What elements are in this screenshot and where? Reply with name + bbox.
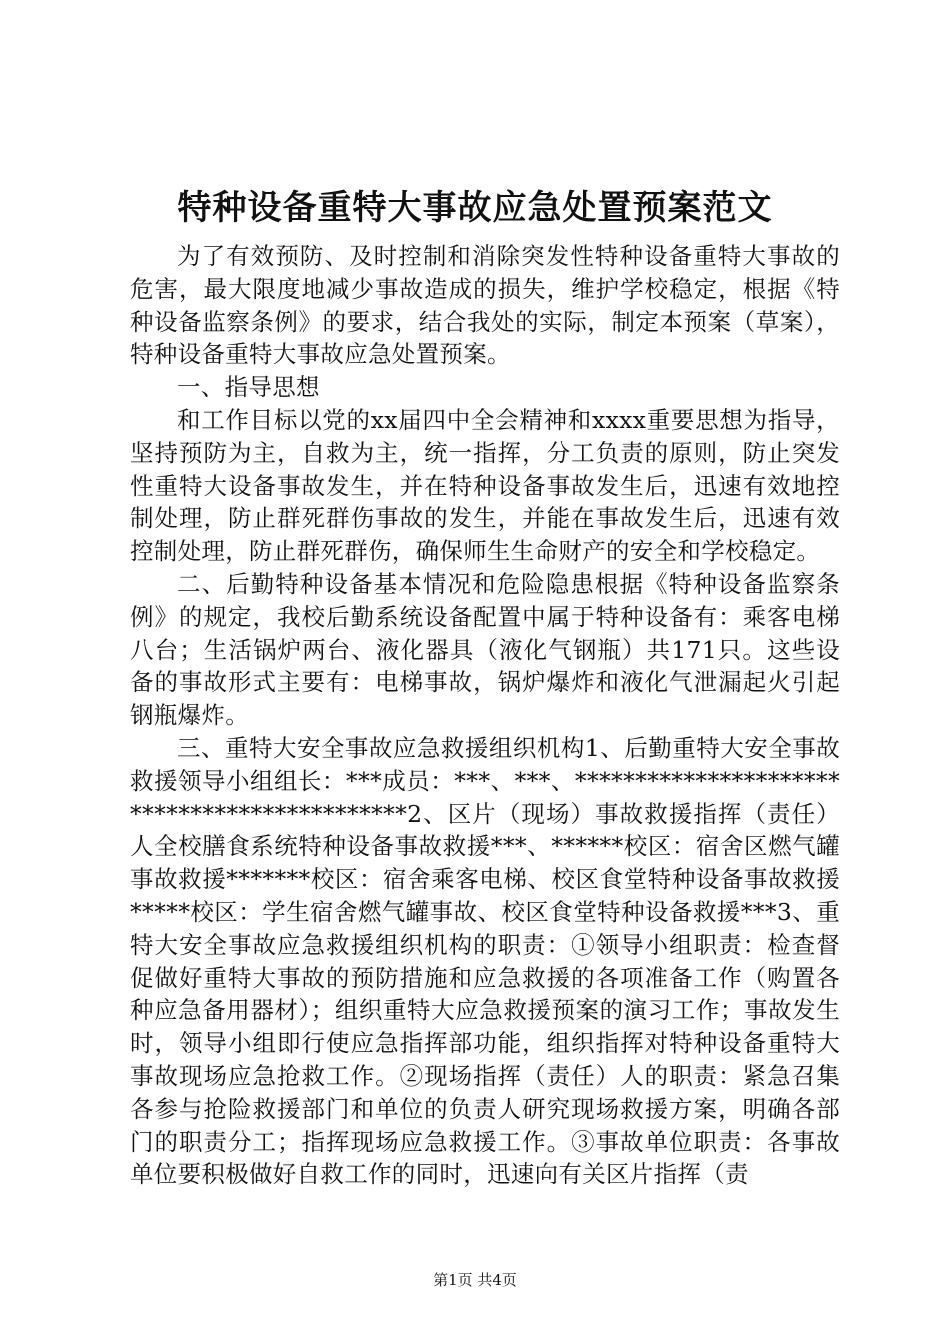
paragraph-guiding-ideology: 和工作目标以党的xx届四中全会精神和xxxx重要思想为指导，坚持预防为主，自救为主，统一指挥，分工负责的原则，防止突发性重特大设备事故发生，并在特种设备事故发生后，迅速有效地控制处理，防止群死群伤事故的发生，并能在事故发生后，迅速有效控制处理，防止群死群伤，确保师生生命财产的安全和学校稳定。 — [130, 405, 840, 566]
document-body — [130, 240, 840, 1191]
paragraph-intro: 为了有效预防、及时控制和消除突发性特种设备重特大事故的危害，最大限度地减少事故造成的损失，维护学校稳定，根据《特种设备监察条例》的要求，结合我处的实际，制定本预案（草案），特种设备重特大事故应急处置预案。 — [130, 242, 840, 369]
document-title: 特种设备重特大事故应急处置预案范文 — [177, 188, 773, 228]
section-heading-guiding-ideology: 一、指导思想 — [177, 373, 320, 402]
paragraph-equipment-status: 二、后勤特种设备基本情况和危险隐患根据《特种设备监察条例》的规定，我校后勤系统设备配置中属于特种设备有：乘客电梯八台；生活锅炉两台、液化器具（液化气钢瓶）共171只。这些设备的事故形式主要有：电梯事故，锅炉爆炸和液化气泄漏起火引起钢瓶爆炸。 — [130, 569, 840, 730]
page-number-footer: 第1页 共4页 — [433, 1271, 517, 1289]
paragraph-organization: 三、重特大安全事故应急救援组织机构1、后勤重特大安全事故救援领导小组组长：***成员：***、***、*********************************************2、区片（现场）事故救援指挥（责任）人全校膳食系统特种设备事故救援***、******校区：宿舍区燃气罐事故救援*******校区：宿舍乘客电梯、校区食堂特种设备事故救援*****校区：学生宿舍燃气罐事故、校区食堂特种设备救援***3、重特大安全事故应急救援组织机构的职责：①领导小组职责：检查督促做好重特大事故的预防措施和应急救援的各项准备工作（购置各种应急备用器材）；组织重特大应急救援预案的演习工作；事故发生时，领导小组即行使应急指挥部功能，组织指挥对特种设备重特大事故现场应急抢救工作。②现场指挥（责任）人的职责：紧急召集各参与抢险救援部门和单位的负责人研究现场救援方案，明确各部门的职责分工；指挥现场应急救援工作。③事故单位职责：各事故单位要积极做好自救工作的同时，迅速向有关区片指挥（责 — [130, 733, 840, 1189]
